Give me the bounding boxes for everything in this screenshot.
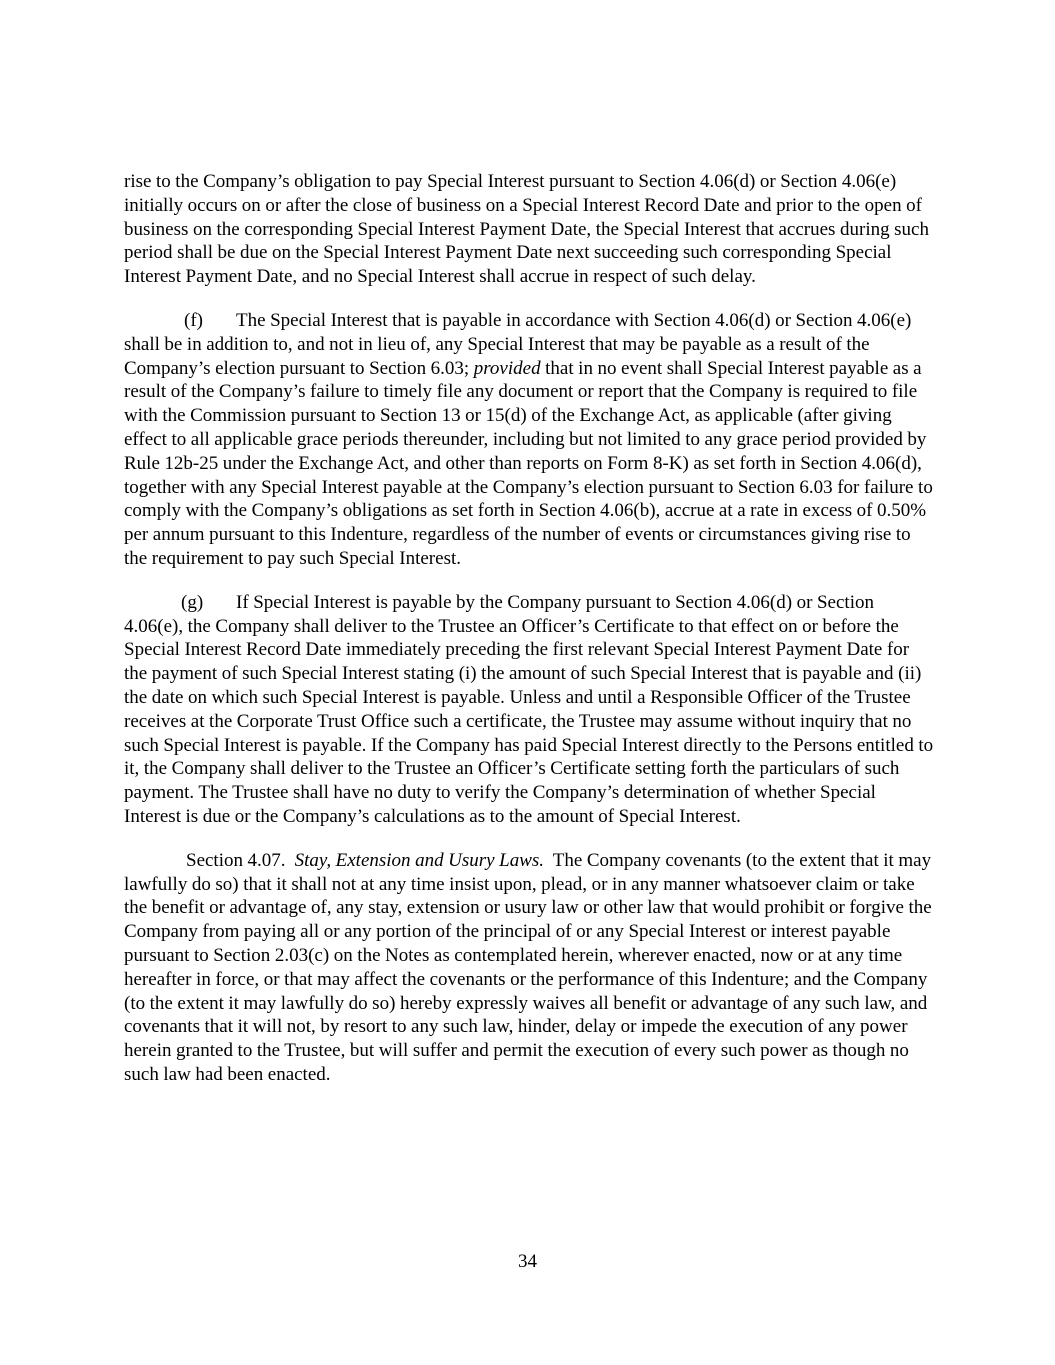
- paragraph-g-label: (g): [181, 591, 204, 613]
- section-4-07-text: The Company covenants (to the extent that it may lawfully do so) that it shall not at any time insist upon, plead, or in any manner whatsoever claim or take the benefit or advantage of, any stay, extension or usury law or other law that would prohibit or forgive the Company from paying all or any portion of the principal of or any Special Interest or interest payable pursuant to Section 2.03(c) on the Notes as contemplated herein, wherever enacted, now or at any time hereafter in force, or that may affect the covenants or the performance of this Indenture; and the Company (to the extent it may lawfully do so) hereby expressly waives all benefit or advantage of any such law, and covenants that it will not, by resort to any such law, hinder, delay or impede the execution of any power herein granted to the Trustee, but will suffer and permit the execution of every such power as though no such law had been enacted.: [124, 849, 932, 1085]
- continuation-paragraph: rise to the Company’s obligation to pay Special Interest pursuant to Section 4.06(d) or Section 4.06(e) initially occurs on or after the close of business on a Special Interest Record Date and prior to the open of business on the corresponding Special Interest Payment Date, the Special Interest that accrues during such period shall be due on the Special Interest Payment Date next succeeding such corresponding Special Interest Payment Date, and no Special Interest shall accrue in respect of such delay.: [124, 171, 929, 288]
- section-4-07-number: Section 4.07.: [186, 849, 286, 871]
- paragraph-f-text-part1: The Special Interest that is payable in accordance with Section 4.06(d) or Section 4.06(e) shall be in addition to, and not in lieu of, any Special Interest that may be payable as a result of the Company’s election pursuant to Section 6.03;: [124, 309, 912, 379]
- paragraph-g-text: If Special Interest is payable by the Company pursuant to Section 4.06(d) or Section 4.06(e), the Company shall deliver to the Trustee an Officer’s Certificate to that effect on or before the Special Interest Record Date immediately preceding the first relevant Special Interest Payment Date for the payment of such Special Interest stating (i) the amount of such Special Interest that is payable and (ii) the date on which such Special Interest is payable. Unless and until a Responsible Officer of the Trustee receives at the Corporate Trust Office such a certificate, the Trustee may assume without inquiry that no such Special Interest is payable. If the Company has paid Special Interest directly to the Persons entitled to it, the Company shall deliver to the Trustee an Officer’s Certificate setting forth the particulars of such payment. The Trustee shall have no duty to verify the Company’s determination of whether Special Interest is due or the Company’s calculations as to the amount of Special Interest.: [124, 591, 934, 827]
- paragraph-f-label: (f): [184, 309, 203, 331]
- section-4-07-title: Stay, Extension and Usury Laws.: [294, 849, 545, 871]
- document-page: [124, 170, 934, 1107]
- section-4-07: [124, 849, 934, 1087]
- paragraph-f: [124, 309, 934, 571]
- paragraph-f-italic-provided: provided: [473, 357, 541, 379]
- page-number: 34: [518, 1251, 537, 1272]
- paragraph-g: [124, 591, 934, 829]
- paragraph-f-text-part2: that in no event shall Special Interest payable as a result of the Company’s failure to timely file any document or report that the Company is required to file with the Commission pursuant to Section 13 or 15(d) of the Exchange Act, as applicable (after giving effect to all applicable grace periods thereunder, including but not limited to any grace period provided by Rule 12b-25 under the Exchange Act, and other than reports on Form 8-K) as set forth in Section 4.06(d), together with any Special Interest payable at the Company’s election pursuant to Section 6.03 for failure to comply with the Company’s obligations as set forth in Section 4.06(b), accrue at a rate in excess of 0.50% per annum pursuant to this Indenture, regardless of the number of events or circumstances giving rise to the requirement to pay such Special Interest.: [124, 357, 933, 569]
